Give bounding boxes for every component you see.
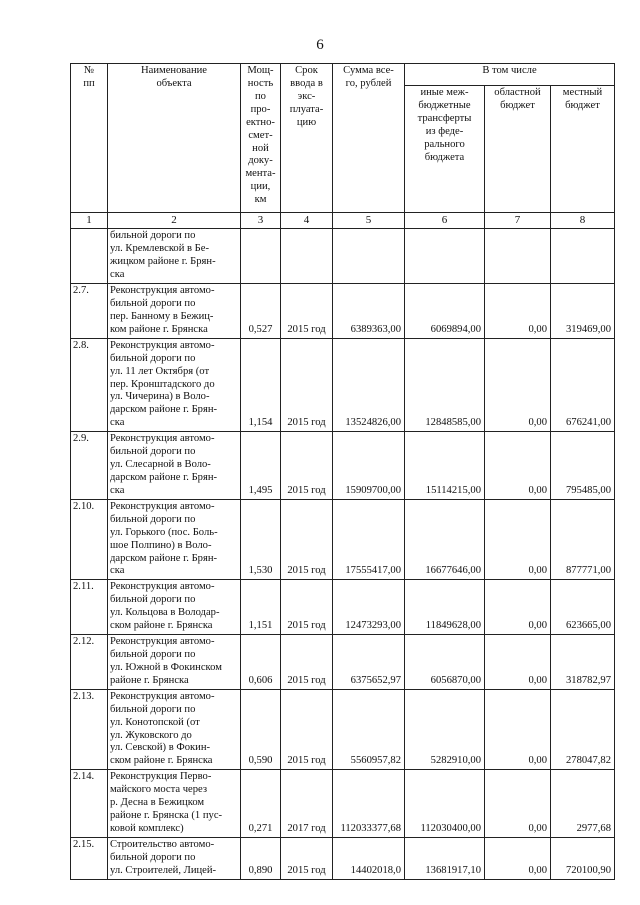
total-amount: 6389363,00 — [333, 284, 405, 339]
object-name: Реконструкция автомо- бильной дороги по ул. Конотопской (от ул. Жуковского до ул. Севской) в Фокин- ском районе г. Брянска — [108, 689, 241, 770]
total-amount: 14402018,0 — [333, 837, 405, 879]
row-number: 2.7. — [71, 284, 108, 339]
deadline-value — [281, 229, 333, 284]
table-row — [71, 338, 615, 431]
local-budget-amount: 795485,00 — [551, 432, 615, 500]
table-row — [71, 499, 615, 580]
regional-budget-amount — [485, 229, 551, 284]
federal-transfer-amount: 15114215,00 — [405, 432, 485, 500]
row-number: 2.10. — [71, 499, 108, 580]
total-amount: 15909700,00 — [333, 432, 405, 500]
regional-budget-amount: 0,00 — [485, 635, 551, 690]
local-budget-amount: 319469,00 — [551, 284, 615, 339]
column-number: 3 — [241, 213, 281, 229]
row-number: 2.11. — [71, 580, 108, 635]
regional-budget-amount: 0,00 — [485, 689, 551, 770]
header-no: № пп — [71, 64, 108, 213]
header-capacity: Мощ- ность по про- ектно- смет- ной доку- мента- ции, км — [241, 64, 281, 213]
regional-budget-amount: 0,00 — [485, 837, 551, 879]
column-number: 2 — [108, 213, 241, 229]
deadline-value: 2015 год — [281, 338, 333, 431]
deadline-value: 2015 год — [281, 635, 333, 690]
column-number: 6 — [405, 213, 485, 229]
capacity-value: 0,271 — [241, 770, 281, 838]
capacity-value — [241, 229, 281, 284]
deadline-value: 2015 год — [281, 837, 333, 879]
local-budget-amount: 2977,68 — [551, 770, 615, 838]
federal-transfer-amount: 16677646,00 — [405, 499, 485, 580]
object-name: Реконструкция автомо- бильной дороги по ул. Горького (пос. Боль- шое Полпино) в Воло- дарском районе г. Брян- ска — [108, 499, 241, 580]
column-number: 1 — [71, 213, 108, 229]
federal-transfer-amount: 112030400,00 — [405, 770, 485, 838]
header-name: Наименование объекта — [108, 64, 241, 213]
total-amount: 17555417,00 — [333, 499, 405, 580]
table-row — [71, 689, 615, 770]
object-name: Реконструкция Перво- майского моста через р. Десна в Бежицком районе г. Брянска (1 пус- ковой комплекс) — [108, 770, 241, 838]
federal-transfer-amount — [405, 229, 485, 284]
local-budget-amount: 623665,00 — [551, 580, 615, 635]
table-row — [71, 432, 615, 500]
object-name: Реконструкция автомо- бильной дороги по ул. Слесарной в Воло- дарском районе г. Брян- ска — [108, 432, 241, 500]
regional-budget-amount: 0,00 — [485, 580, 551, 635]
capacity-value: 0,590 — [241, 689, 281, 770]
deadline-value: 2015 год — [281, 580, 333, 635]
column-number: 4 — [281, 213, 333, 229]
local-budget-amount: 720100,90 — [551, 837, 615, 879]
capacity-value: 0,890 — [241, 837, 281, 879]
federal-transfer-amount: 5282910,00 — [405, 689, 485, 770]
deadline-value: 2015 год — [281, 432, 333, 500]
local-budget-amount — [551, 229, 615, 284]
object-name: Реконструкция автомо- бильной дороги по ул. Южной в Фокинском районе г. Брянска — [108, 635, 241, 690]
capacity-value: 1,154 — [241, 338, 281, 431]
capacity-value: 1,530 — [241, 499, 281, 580]
deadline-value: 2015 год — [281, 499, 333, 580]
row-number: 2.14. — [71, 770, 108, 838]
local-budget-amount: 318782,97 — [551, 635, 615, 690]
regional-budget-amount: 0,00 — [485, 432, 551, 500]
column-number: 7 — [485, 213, 551, 229]
table-row — [71, 635, 615, 690]
table-row — [71, 837, 615, 879]
row-number: 2.12. — [71, 635, 108, 690]
object-name: Строительство автомо- бильной дороги по ул. Строителей, Лицей- — [108, 837, 241, 879]
total-amount: 13524826,00 — [333, 338, 405, 431]
regional-budget-amount: 0,00 — [485, 770, 551, 838]
row-number — [71, 229, 108, 284]
local-budget-amount: 676241,00 — [551, 338, 615, 431]
header-local: местный бюджет — [551, 86, 615, 213]
column-number-row — [71, 213, 615, 229]
local-budget-amount: 877771,00 — [551, 499, 615, 580]
regional-budget-amount: 0,00 — [485, 338, 551, 431]
capacity-value: 0,606 — [241, 635, 281, 690]
deadline-value: 2017 год — [281, 770, 333, 838]
header-including: В том числе — [405, 64, 615, 86]
capacity-value: 1,495 — [241, 432, 281, 500]
budget-table — [70, 63, 615, 880]
deadline-value: 2015 год — [281, 689, 333, 770]
capacity-value: 0,527 — [241, 284, 281, 339]
total-amount: 5560957,82 — [333, 689, 405, 770]
header-federal: иные меж- бюджетные трансферты из феде- рального бюджета — [405, 86, 485, 213]
object-name: бильной дороги по ул. Кремлевской в Бе- жицком районе г. Брян- ска — [108, 229, 241, 284]
table-row — [71, 770, 615, 838]
object-name: Реконструкция автомо- бильной дороги по ул. Кольцова в Володар- ском районе г. Брянска — [108, 580, 241, 635]
header-total: Сумма все- го, рублей — [333, 64, 405, 213]
total-amount: 6375652,97 — [333, 635, 405, 690]
column-number: 5 — [333, 213, 405, 229]
object-name: Реконструкция автомо- бильной дороги по ул. 11 лет Октября (от пер. Кронштадского до ул. Чичерина) в Воло- дарском районе г. Брян- ска — [108, 338, 241, 431]
federal-transfer-amount: 12848585,00 — [405, 338, 485, 431]
row-number: 2.9. — [71, 432, 108, 500]
deadline-value: 2015 год — [281, 284, 333, 339]
table-row — [71, 580, 615, 635]
local-budget-amount: 278047,82 — [551, 689, 615, 770]
row-number: 2.15. — [71, 837, 108, 879]
object-name: Реконструкция автомо- бильной дороги по пер. Банному в Бежиц- ком районе г. Брянска — [108, 284, 241, 339]
table-row — [71, 284, 615, 339]
federal-transfer-amount: 6056870,00 — [405, 635, 485, 690]
federal-transfer-amount: 11849628,00 — [405, 580, 485, 635]
regional-budget-amount: 0,00 — [485, 284, 551, 339]
row-number: 2.8. — [71, 338, 108, 431]
regional-budget-amount: 0,00 — [485, 499, 551, 580]
header-regional: областной бюджет — [485, 86, 551, 213]
table-row — [71, 229, 615, 284]
federal-transfer-amount: 6069894,00 — [405, 284, 485, 339]
capacity-value: 1,151 — [241, 580, 281, 635]
federal-transfer-amount: 13681917,10 — [405, 837, 485, 879]
column-number: 8 — [551, 213, 615, 229]
total-amount: 112033377,68 — [333, 770, 405, 838]
total-amount: 12473293,00 — [333, 580, 405, 635]
total-amount — [333, 229, 405, 284]
page-number: 6 — [316, 37, 324, 53]
header-deadline: Срок ввода в экс- плуата- цию — [281, 64, 333, 213]
row-number: 2.13. — [71, 689, 108, 770]
